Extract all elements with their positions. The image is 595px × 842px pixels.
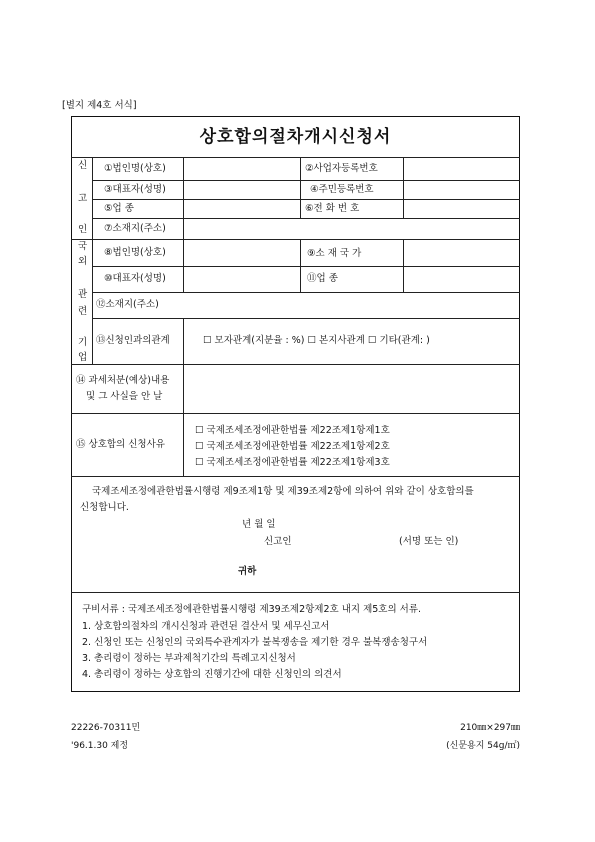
section-label-char: 국 [78, 241, 88, 252]
divider [92, 318, 520, 319]
reason-option-3[interactable]: ☐ 국제조세조정에관한법률 제22조제1항제3호 [195, 457, 390, 468]
phone-label: ⑥전 화 번 호 [305, 203, 360, 214]
enacted-date: '96.1.30 제정 [71, 741, 129, 751]
declaration-text: 국제조세조정에관한법률시행령 제9조제1항 및 제39조제2항에 의하여 위와 같이 상호합의를 [92, 486, 474, 497]
paper-type: (신문용지 54g/㎡) [446, 741, 520, 751]
declaration-text-2: 신청합니다. [80, 502, 129, 513]
divider [403, 157, 404, 218]
representative-label: ③대표자(성명) [104, 184, 166, 195]
foreign-business-type-label: ⑪업 종 [307, 273, 338, 284]
form-code: 22226-70311민 [71, 723, 141, 733]
corp-name-label: ①법인명(상호) [104, 163, 166, 174]
addressee: 귀하 [238, 566, 257, 577]
foreign-representative-label: ⑩대표자(성명) [104, 273, 166, 284]
divider [71, 364, 520, 365]
divider [300, 239, 301, 292]
divider [71, 476, 520, 477]
address-label: ⑦소재지(주소) [104, 223, 166, 234]
form-label: [별지 제4호 서식] [62, 100, 137, 111]
reason-label: ⑮ 상호합의 신청사유 [76, 439, 165, 450]
divider [71, 413, 520, 414]
section-label-char: 고 [78, 193, 88, 204]
business-type-label: ⑤업 종 [104, 203, 134, 214]
applicant-line: 신고인 [264, 536, 292, 547]
tax-disposition-label-2: 및 그 사실을 안 날 [86, 391, 163, 402]
resident-no-label: ④주민등록번호 [310, 184, 374, 195]
section-label-char: 신 [78, 160, 88, 171]
paper-size: 210㎜×297㎜ [460, 723, 520, 733]
section-label-char: 업 [78, 352, 88, 363]
biz-reg-no-label: ②사업자등록번호 [305, 163, 378, 174]
documents-header: 구비서류 : 국제조세조정에관한법률시행령 제39조제2항제2호 내지 제5호의 서류. [82, 604, 422, 615]
section-label-char: 련 [78, 306, 88, 317]
divider [71, 239, 520, 240]
divider [92, 266, 520, 267]
document-item: 4. 총리령이 정하는 상호합의 진행기간에 대한 신청인의 의견서 [82, 669, 342, 680]
document-item: 3. 총리령이 정하는 부과제척기간의 특례고지신청서 [82, 653, 296, 664]
reason-option-2[interactable]: ☐ 국제조세조정에관한법률 제22조제1항제2호 [195, 441, 390, 452]
date-line: 년 월 일 [242, 519, 276, 530]
divider [71, 157, 520, 158]
divider [183, 157, 184, 292]
foreign-address-label: ⑫소재지(주소) [96, 299, 159, 310]
divider [92, 292, 520, 293]
foreign-corp-name-label: ⑧법인명(상호) [104, 247, 166, 258]
tax-disposition-label: ⑭ 과세처분(예상)내용 [76, 375, 170, 386]
page-title: 상호합의절차개시신청서 [199, 127, 392, 147]
divider [71, 592, 520, 593]
signature-line: (서명 또는 인) [399, 536, 459, 547]
section-label-char: 인 [78, 224, 88, 235]
divider [403, 239, 404, 292]
divider [92, 199, 520, 200]
relation-label: ⑬신청인과의관계 [96, 335, 170, 346]
document-item: 2. 신청인 또는 신청인의 국외특수관계자가 불복쟁송을 제기한 경우 불복쟁송청구서 [82, 637, 428, 648]
document-item: 1. 상호합의절차의 개시신청과 관련된 결산서 및 세무신고서 [82, 621, 330, 632]
divider [183, 318, 184, 476]
divider [92, 218, 520, 219]
country-label: ⑨소 재 국 가 [307, 248, 362, 259]
divider [92, 157, 93, 364]
divider [92, 180, 520, 181]
section-label-char: 관 [78, 289, 88, 300]
section-label-char: 기 [78, 337, 88, 348]
section-label-char: 외 [78, 256, 88, 267]
divider [300, 157, 301, 218]
reason-option-1[interactable]: ☐ 국제조세조정에관한법률 제22조제1항제1호 [195, 425, 390, 436]
relation-options[interactable]: ☐ 모자관계(지분율 : %) ☐ 본지사관계 ☐ 기타(관계: ) [203, 335, 430, 346]
